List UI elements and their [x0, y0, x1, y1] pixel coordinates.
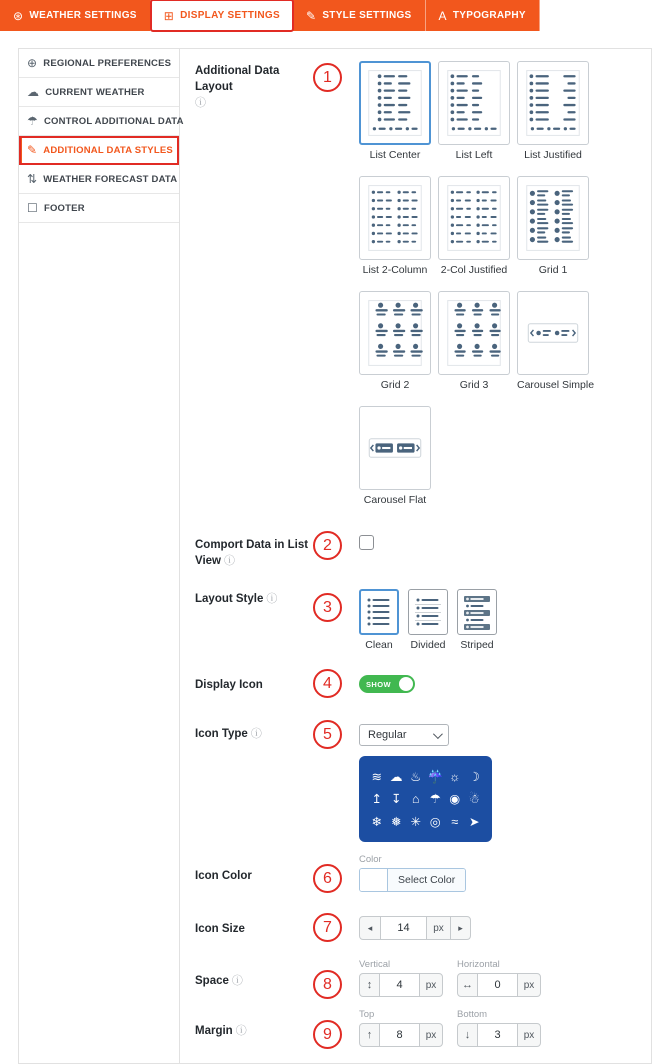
row-comport-data: [195, 535, 641, 569]
display-settings-icon: ⊞: [163, 8, 175, 23]
toggle-knob: [399, 677, 413, 691]
layout-option-label: List Justified: [524, 149, 582, 161]
layout-option-grid-3[interactable]: [438, 291, 510, 391]
unit-label: px: [517, 974, 540, 996]
margin-top-value[interactable]: 8: [379, 1024, 419, 1046]
layout-options: [359, 61, 641, 521]
cloud-pencil-icon: ✎: [27, 143, 38, 157]
tab-style-settings[interactable]: [293, 0, 426, 31]
layout-thumbnail[interactable]: [438, 176, 510, 260]
row-additional-data-layout: [195, 61, 641, 521]
unit-label: px: [419, 974, 442, 996]
info-icon[interactable]: ⓘ: [266, 593, 278, 606]
row-display-icon: [195, 675, 641, 698]
sunset-icon: ☽: [468, 769, 480, 784]
tab-display-settings[interactable]: [151, 0, 293, 31]
row-space: [195, 959, 641, 999]
margin-field-bottom: [457, 1009, 541, 1047]
unit-label: px: [419, 1024, 442, 1046]
margin-bottom-value[interactable]: 3: [477, 1024, 517, 1046]
select-color-button[interactable]: Select Color: [388, 869, 465, 891]
footer-box-icon: ☐: [27, 201, 38, 215]
color-picker[interactable]: [359, 868, 466, 892]
style-option-clean[interactable]: [359, 589, 399, 651]
space-fields: [359, 959, 641, 997]
unit-label: px: [517, 1024, 540, 1046]
icon-preview-panel: [359, 756, 492, 842]
icon-size-label: Icon Size: [195, 923, 245, 936]
cloud-arrows-icon: ⇅: [27, 172, 38, 186]
layout-option-label: List 2-Column: [362, 264, 428, 276]
icon-type-select[interactable]: [359, 724, 449, 746]
style-option-divided[interactable]: [408, 589, 448, 651]
sidebar-item-current-weather[interactable]: [19, 78, 179, 107]
step-column: [313, 669, 359, 698]
sunrise-icon: ☼: [449, 769, 461, 784]
2col-justified-thumbnail-graphic: [445, 183, 503, 253]
info-icon[interactable]: ⓘ: [195, 97, 206, 110]
row-icon-type: [195, 724, 641, 842]
margin-top-input-group: [359, 1023, 443, 1047]
info-icon[interactable]: ⓘ: [231, 975, 243, 988]
tab-label: WEATHER SETTINGS: [29, 10, 137, 21]
decrease-button[interactable]: ◂: [367, 922, 373, 933]
additional-data-layout-label: [195, 61, 313, 112]
label-text: Icon Type: [195, 728, 248, 741]
layout-option-label: Grid 3: [459, 379, 489, 391]
layout-option-label: Grid 1: [538, 264, 568, 276]
step-column: [313, 913, 359, 942]
dew-point-icon: ❅: [391, 814, 402, 829]
layout-option-label: Grid 2: [380, 379, 410, 391]
style-clean-thumbnail-graphic: [364, 594, 394, 630]
step-column: [313, 531, 359, 560]
step-column: [313, 1020, 359, 1049]
display-icon-toggle[interactable]: [359, 675, 415, 693]
chevron-down-icon: [433, 729, 443, 739]
wind-speed-icon: ≈: [451, 814, 459, 829]
dawn-icon: ↥: [371, 792, 382, 807]
carousel-simple-thumbnail-graphic: [524, 298, 582, 368]
layout-thumbnail[interactable]: [359, 291, 431, 375]
label-text: Margin: [195, 1025, 233, 1038]
color-swatch[interactable]: [360, 869, 388, 891]
snowflake-icon: ❄: [371, 814, 382, 829]
tab-label: TYPOGRAPHY: [452, 10, 526, 21]
sidebar-item-label: CONTROL ADDITIONAL DATA: [43, 115, 184, 127]
space-vertical-input-group: [359, 973, 443, 997]
settings-frame: [18, 48, 652, 1064]
layout-option-list-left[interactable]: [438, 61, 510, 161]
sidebar-item-label: WEATHER FORECAST DATA: [43, 173, 178, 185]
settings-sidebar: [19, 49, 184, 1063]
margin-field-caption: Bottom: [457, 1009, 488, 1021]
sidebar-item-additional-data-styles[interactable]: [19, 136, 179, 165]
layout-thumbnail[interactable]: [438, 61, 510, 145]
space-field-horizontal: [457, 959, 541, 997]
info-icon[interactable]: ⓘ: [250, 728, 262, 741]
layout-option-list-2col[interactable]: [359, 176, 431, 276]
style-option-label: Divided: [410, 639, 446, 652]
space-horizontal-value[interactable]: 0: [477, 974, 517, 996]
step-column: [313, 970, 359, 999]
tab-weather-settings[interactable]: [0, 0, 151, 31]
space-field-vertical: [359, 959, 443, 997]
arrow-up-icon: ↑: [366, 1029, 373, 1042]
style-divided-thumbnail-graphic: [413, 594, 443, 630]
snowfall-icon: ☃: [468, 792, 480, 807]
annotation-step-7: 7: [313, 913, 342, 942]
cloud-rain-icon: ☂: [27, 114, 38, 128]
space-vertical-value[interactable]: 4: [379, 974, 419, 996]
sidebar-item-footer[interactable]: [19, 194, 179, 223]
list-center-thumbnail-graphic: [366, 68, 424, 138]
label-text: Layout Style: [195, 593, 264, 606]
annotation-step-8: 8: [313, 970, 342, 999]
display-icon-label: Display Icon: [195, 679, 263, 692]
label-text: Space: [195, 975, 229, 988]
layout-thumbnail[interactable]: [359, 176, 431, 260]
tab-label: STYLE SETTINGS: [322, 10, 412, 21]
layout-option-grid-2[interactable]: [359, 291, 431, 391]
sidebar-item-weather-forecast-data[interactable]: [19, 165, 179, 194]
feels-like-temp-icon: ♨: [410, 769, 422, 784]
sidebar-item-regional-preferences[interactable]: [19, 49, 179, 78]
step-column: [313, 593, 359, 622]
row-layout-style: [195, 589, 641, 651]
precipitation-icon: ☂: [429, 792, 441, 807]
style-option-label: Striped: [460, 639, 494, 652]
label-text: Comport Data in List View: [195, 539, 309, 568]
layout-option-list-center[interactable]: [359, 61, 431, 161]
icon-color-label: Icon Color: [195, 870, 252, 883]
grid-2-thumbnail-graphic: [366, 298, 424, 368]
style-thumbnail[interactable]: [359, 589, 399, 635]
space-field-caption: Horizontal: [457, 959, 500, 971]
style-settings-icon: ✎: [305, 8, 317, 23]
layout-thumbnail[interactable]: [517, 176, 589, 260]
step-column: [313, 720, 359, 749]
step-column: [313, 864, 359, 893]
color-field-caption: Color: [359, 854, 382, 866]
layout-thumbnails-grid: [359, 61, 641, 521]
carousel-flat-thumbnail-graphic: [366, 413, 424, 483]
pressure-trend-icon: ⌂: [411, 792, 420, 807]
step-column: [313, 63, 359, 92]
humidity-icon: ☔: [427, 769, 444, 784]
tab-typography[interactable]: [426, 0, 540, 31]
icon-size-value[interactable]: 14: [380, 917, 426, 939]
space-label: [195, 959, 313, 989]
style-option-striped[interactable]: [457, 589, 497, 651]
tab-label: DISPLAY SETTINGS: [180, 10, 280, 21]
row-icon-size: [195, 916, 641, 942]
annotation-step-5: 5: [313, 720, 342, 749]
annotation-step-4: 4: [313, 669, 342, 698]
visibility-icon: ◎: [429, 814, 441, 829]
air-quality-icon: ≋: [371, 769, 382, 784]
space-horizontal-input-group: [457, 973, 541, 997]
annotation-step-9: 9: [313, 1020, 342, 1049]
layout-option-list-justified[interactable]: [517, 61, 589, 161]
space-field-caption: Vertical: [359, 959, 391, 971]
margin-bottom-input-group: [457, 1023, 541, 1047]
icon-size-stepper: [359, 916, 471, 940]
row-margin: [195, 1009, 641, 1049]
sidebar-item-label: ADDITIONAL DATA STYLES: [43, 144, 173, 156]
annotation-step-2: 2: [313, 531, 342, 560]
layout-option-grid-1[interactable]: [517, 176, 589, 276]
grid-3-thumbnail-graphic: [445, 298, 503, 368]
arrow-down-icon: ↓: [464, 1029, 471, 1042]
grid-1-thumbnail-graphic: [524, 183, 582, 253]
sidebar-item-label: REGIONAL PREFERENCES: [43, 57, 172, 69]
layout-thumbnail[interactable]: [517, 291, 589, 375]
margin-field-top: [359, 1009, 443, 1047]
typography-icon: A: [438, 8, 447, 23]
row-icon-color: [195, 854, 641, 896]
comport-data-label: [195, 535, 313, 569]
tabbar-filler: [540, 0, 670, 31]
layout-thumbnail[interactable]: [438, 291, 510, 375]
weather-settings-icon: ⊛: [13, 8, 24, 23]
settings-tabbar: [0, 0, 670, 31]
sidebar-item-label: FOOTER: [43, 202, 85, 214]
list-left-thumbnail-graphic: [445, 68, 503, 138]
margin-field-caption: Top: [359, 1009, 375, 1021]
layout-option-carousel-flat[interactable]: [359, 406, 431, 506]
layout-style-options: [359, 589, 641, 651]
settings-main-panel: [180, 49, 651, 1063]
info-icon[interactable]: ⓘ: [224, 555, 235, 568]
annotation-step-1: 1: [313, 63, 342, 92]
layout-option-carousel-simple[interactable]: [517, 291, 595, 391]
sidebar-item-label: CURRENT WEATHER: [45, 86, 145, 98]
layout-option-label: Carousel Simple: [517, 379, 595, 391]
layout-option-2col-justified[interactable]: [438, 176, 510, 276]
info-icon[interactable]: ⓘ: [235, 1025, 247, 1038]
style-option-label: Clean: [365, 639, 393, 652]
layout-option-label: Carousel Flat: [363, 494, 427, 506]
margin-label: [195, 1009, 313, 1039]
list-justified-thumbnail-graphic: [524, 68, 582, 138]
wind-direction-icon: ➤: [469, 814, 480, 829]
icon-type-label: [195, 724, 313, 742]
layout-thumbnail[interactable]: [359, 406, 431, 490]
style-thumbnail[interactable]: [408, 589, 448, 635]
uv-index-icon: ✳: [410, 814, 421, 829]
layout-option-label: List Left: [455, 149, 493, 161]
cloud-cover-icon: ☁: [390, 769, 403, 784]
style-thumbnail[interactable]: [457, 589, 497, 635]
toggle-state-label: SHOW: [366, 679, 391, 689]
pressure-gauge-icon: ◉: [449, 792, 461, 807]
list-2col-thumbnail-graphic: [366, 183, 424, 253]
label-text: Additional Data Layout: [195, 65, 280, 94]
layout-thumbnail[interactable]: [517, 61, 589, 145]
horizontal-arrows-icon: ↔: [462, 979, 473, 992]
layout-option-label: 2-Col Justified: [440, 264, 508, 276]
icon-type-value: Regular: [368, 729, 407, 742]
layout-option-label: List Center: [369, 149, 421, 161]
dusk-icon: ↧: [391, 792, 402, 807]
annotation-step-6: 6: [313, 864, 342, 893]
globe-icon: ⊕: [27, 56, 38, 70]
comport-data-checkbox[interactable]: [359, 535, 374, 550]
cloud-sun-icon: ☁: [27, 85, 40, 99]
vertical-arrows-icon: ↕: [366, 979, 373, 992]
unit-label: px: [426, 917, 450, 939]
style-striped-thumbnail-graphic: [462, 594, 492, 630]
layout-style-label: [195, 589, 313, 607]
sidebar-item-control-additional-data[interactable]: [19, 107, 184, 136]
margin-fields: [359, 1009, 641, 1047]
layout-thumbnail[interactable]: [359, 61, 431, 145]
annotation-step-3: 3: [313, 593, 342, 622]
increase-button[interactable]: ▸: [450, 917, 470, 939]
